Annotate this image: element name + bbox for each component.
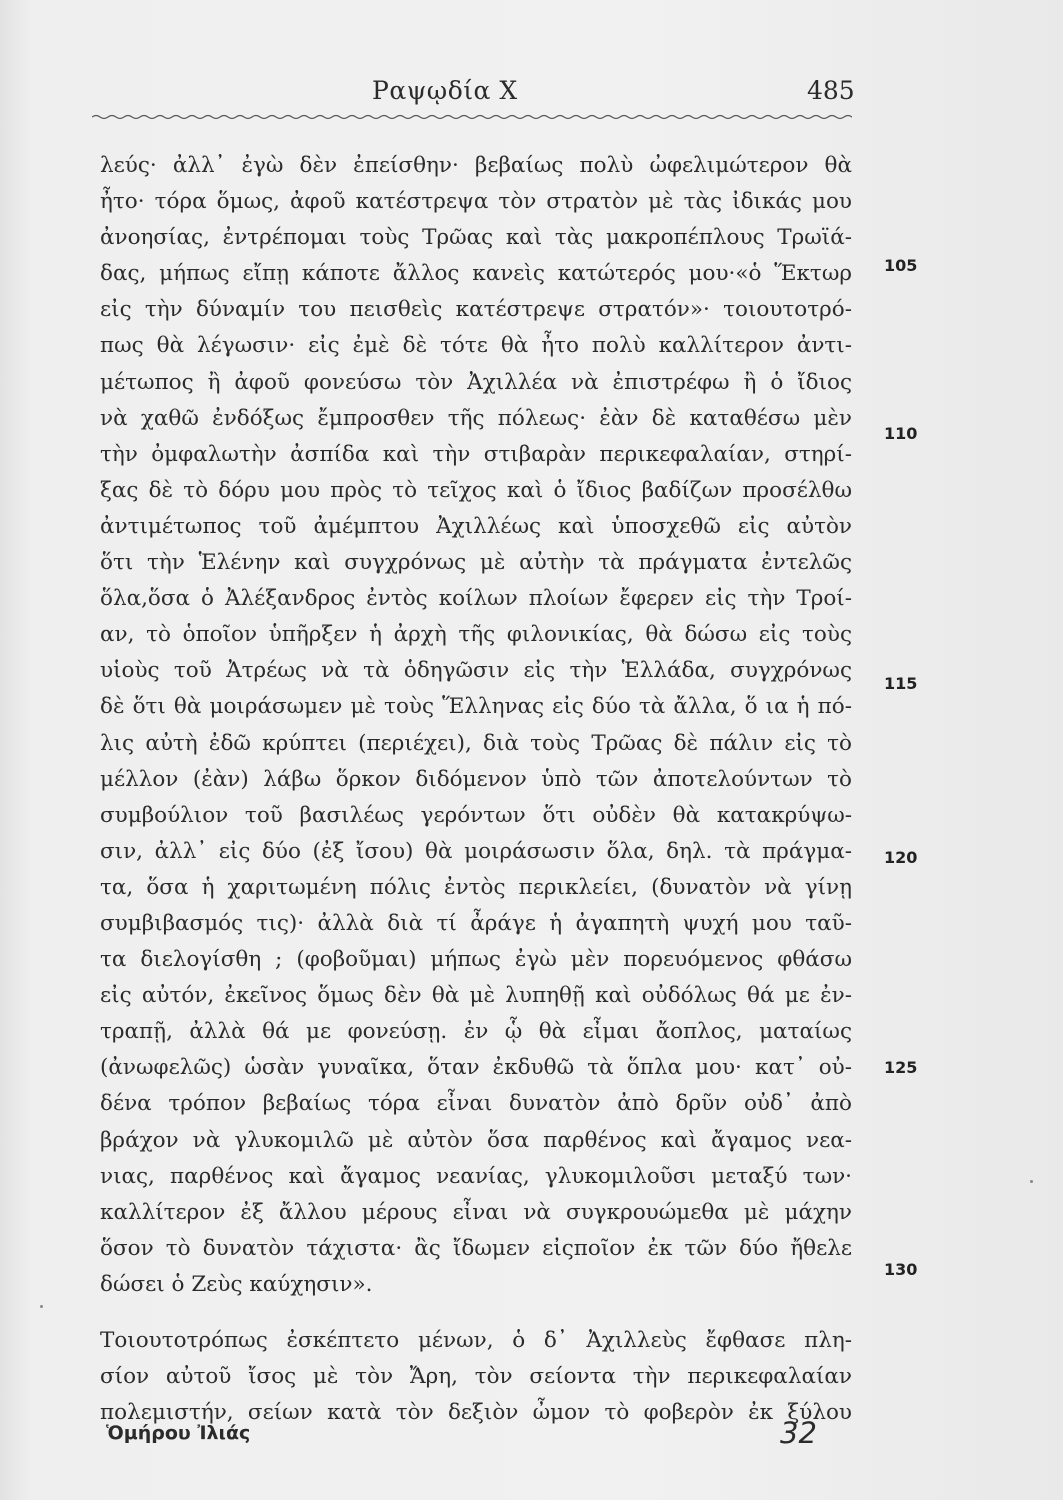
text-line: ξας δὲ τὸ δόρυ μου πρὸς τὸ τεῖχος καὶ ὁ ἴδιος βαδίζων προσέλθω xyxy=(100,477,852,503)
running-title: Ραψῳδία Χ xyxy=(372,76,518,105)
text-line: τὴν ὀμφαλωτὴν ἀσπίδα καὶ τὴν στιβαρὰν περικεφαλαίαν, στηρί- xyxy=(100,441,852,467)
verse-number: 120 xyxy=(884,848,918,867)
text-line: μέτωπος ἢ ἀφοῦ φονεύσω τὸν Ἀχιλλέα νὰ ἐπιστρέφω ἢ ὁ ἴδιος xyxy=(100,369,852,395)
text-line: υἱοὺς τοῦ Ἀτρέως νὰ τὰ ὁδηγῶσιν εἰς τὴν Ἑλλάδα, συγχρόνως xyxy=(100,658,852,684)
print-speck xyxy=(1030,1180,1033,1183)
text-line: τραπῇ, ἀλλὰ θά με φονεύσῃ. ἐν ᾧ θὰ εἶμαι ἄοπλος, ματαίως xyxy=(100,1019,852,1045)
text-line: ἀντιμέτωπος τοῦ ἀμέμπτου Ἀχιλλέως καὶ ὑποσχεθῶ εἰς αὐτὸν xyxy=(100,513,852,539)
text-line: σίον αὐτοῦ ἴσος μὲ τὸν Ἄρη, τὸν σείοντα τὴν περικεφαλαίαν xyxy=(100,1364,852,1390)
verse-number: 105 xyxy=(884,256,918,275)
page-footer xyxy=(0,1418,1063,1458)
text-line: πολεμιστήν, σείων κατὰ τὸν δεξιὸν ὦμον τὸ φοβερὸν ἐκ ξύλου xyxy=(100,1400,852,1426)
verse-number: 110 xyxy=(884,424,918,443)
paragraph-gap xyxy=(100,1303,852,1323)
verse-number: 130 xyxy=(884,1260,918,1279)
text-line: ὅτι τὴν Ἑλένην καὶ συγχρόνως μὲ αὐτὴν τὰ πράγματα ἐντελῶς xyxy=(100,550,852,576)
text-line: συμβούλιον τοῦ βασιλέως γερόντων ὅτι οὐδὲν θὰ κατακρύψω- xyxy=(100,802,852,828)
text-line: τα διελογίσθη ; (φοβοῦμαι) μήπως ἐγὼ μὲν πορευόμενος φθάσω xyxy=(100,947,852,973)
signature-mark: Ὁμήρου Ἰλιάς xyxy=(106,1422,251,1444)
text-line: ὅσον τὸ δυνατὸν τάχιστα· ἂς ἴδωμεν εἰςποῖον ἐκ τῶν δύο ἤθελε xyxy=(100,1235,852,1261)
text-line: νὰ χαθῶ ἐνδόξως ἔμπροσθεν τῆς πόλεως· ἐὰν δὲ καταθέσω μὲν xyxy=(100,405,852,431)
text-line: μέλλον (ἐὰν) λάβω ὅρκον διδόμενον ὑπὸ τῶν ἀποτελούντων τὸ xyxy=(100,766,852,792)
header-wavy-rule xyxy=(92,114,852,121)
text-line: δας, μήπως εἴπῃ κάποτε ἄλλος κανεὶς κατώτερός μου·«ὁ Ἕκτωρ xyxy=(100,261,852,287)
text-line: λεύς· ἀλλ᾽ ἐγὼ δὲν ἐπείσθην· βεβαίως πολὺ ὠφελιμώτερον θὰ xyxy=(100,153,852,178)
text-line: πως θὰ λέγωσιν· εἰς ἐμὲ δὲ τότε θὰ ἦτο πολὺ καλλίτερον ἀντι- xyxy=(100,333,852,359)
page-number: 485 xyxy=(807,76,855,105)
paragraph-narrative xyxy=(100,1323,852,1431)
text-line: νιας, παρθένος καὶ ἄγαμος νεανίας, γλυκομιλοῦσι μεταξύ των· xyxy=(100,1163,852,1189)
text-line: ἦτο· τόρα ὅμως, ἀφοῦ κατέστρεψα τὸν στρατὸν μὲ τὰς ἰδικάς μου xyxy=(100,189,852,215)
text-line-last: δώσει ὁ Ζεὺς καύχησιν». xyxy=(100,1271,373,1297)
text-line: (ἀνωφελῶς) ὡσὰν γυναῖκα, ὅταν ἐκδυθῶ τὰ ὅπλα μου· κατ᾽ οὐ- xyxy=(100,1055,852,1081)
main-text xyxy=(100,148,852,1431)
text-line: λις αὐτὴ ἐδῶ κρύπτει (περιέχει), διὰ τοὺς Τρῶας δὲ πάλιν εἰς τὸ xyxy=(100,730,852,756)
text-line: Τοιουτοτρόπως ἐσκέπτετο μένων, ὁ δ᾽ Ἀχιλλεὺς ἔφθασε πλη- xyxy=(100,1328,852,1353)
text-line: βράχον νὰ γλυκομιλῶ μὲ αὐτὸν ὅσα παρθένος καὶ ἄγαμος νεα- xyxy=(100,1127,852,1153)
sheet-number: 32 xyxy=(780,1416,817,1450)
text-line: δὲ ὅτι θὰ μοιράσωμεν μὲ τοὺς Ἕλληνας εἰς δύο τὰ ἄλλα, ὅ ια ἡ πό- xyxy=(100,694,852,720)
verse-number: 125 xyxy=(884,1058,918,1077)
text-line: σιν, ἀλλ᾽ εἰς δύο (ἐξ ἴσου) θὰ μοιράσωσιν ὅλα, δηλ. τὰ πράγμα- xyxy=(100,838,852,864)
text-line: συμβιβασμός τις)· ἀλλὰ διὰ τί ἆράγε ἡ ἀγαπητὴ ψυχή μου ταῦ- xyxy=(100,910,852,936)
text-line: τα, ὅσα ἡ χαριτωμένη πόλις ἐντὸς περικλείει, (δυνατὸν νὰ γίνῃ xyxy=(100,874,852,900)
text-line: εἰς αὐτόν, ἐκεῖνος ὅμως δὲν θὰ μὲ λυπηθῇ καὶ οὐδόλως θά με ἐν- xyxy=(100,983,852,1009)
print-speck xyxy=(40,1305,43,1308)
text-line: ἀνοησίας, ἐντρέπομαι τοὺς Τρῶας καὶ τὰς μακροπέπλους Τρωϊά- xyxy=(100,225,852,251)
text-line: ὅλα,ὅσα ὁ Ἀλέξανδρος ἐντὸς κοίλων πλοίων ἔφερεν εἰς τὴν Τροί- xyxy=(100,586,852,612)
text-line: αν, τὸ ὁποῖον ὑπῆρξεν ἡ ἀρχὴ τῆς φιλονικίας, θὰ δώσω εἰς τοὺς xyxy=(100,622,852,648)
text-line: δένα τρόπον βεβαίως τόρα εἶναι δυνατὸν ἀπὸ δρῦν οὐδ᾽ ἀπὸ xyxy=(100,1091,852,1117)
text-line: εἰς τὴν δύναμίν του πεισθεὶς κατέστρεψε στρατόν»· τοιουτοτρό- xyxy=(100,297,852,323)
verse-number: 115 xyxy=(884,674,918,693)
paragraph-speech xyxy=(100,148,852,1303)
text-line: καλλίτερον ἐξ ἄλλου μέρους εἶναι νὰ συγκρουώμεθα μὲ μάχην xyxy=(100,1199,852,1225)
running-head xyxy=(0,76,1063,110)
